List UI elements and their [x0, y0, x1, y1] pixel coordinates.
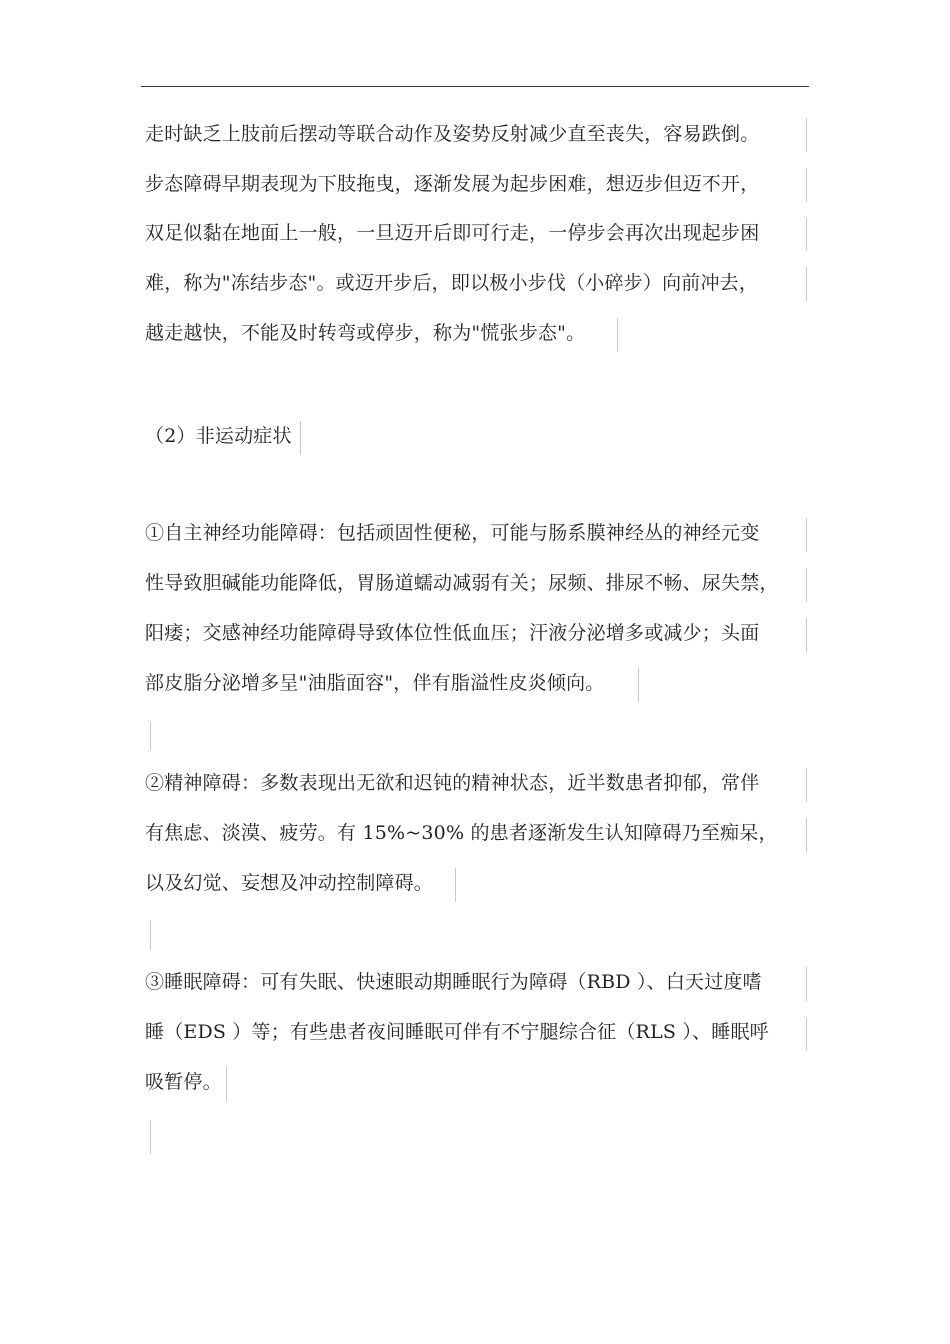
text-box-edge	[806, 967, 807, 1001]
paragraph-line: ①自主神经功能障碍：包括顽固性便秘，可能与肠系膜神经丛的神经元变	[145, 522, 760, 544]
text-box-edge	[300, 421, 301, 455]
text-box-edge	[806, 568, 807, 602]
paragraph-line: ②精神障碍：多数表现出无欲和迟钝的精神状态，近半数患者抑郁，常伴	[145, 772, 760, 794]
paragraph-line: 难，称为"冻结步态"。或迈开步后，即以极小步伐（小碎步）向前冲去，	[145, 272, 759, 294]
paragraph-line: 部皮脂分泌增多呈"油脂面容"，伴有脂溢性皮炎倾向。	[145, 672, 605, 694]
text-box-edge	[806, 1017, 807, 1051]
header-rule	[141, 86, 809, 87]
text-box-edge	[806, 217, 807, 251]
paragraph-line: 步态障碍早期表现为下肢拖曳，逐渐发展为起步困难，想迈步但迈不开，	[145, 173, 760, 195]
paragraph-line: ③睡眠障碍：可有失眠、快速眼动期睡眠行为障碍（RBD ）、白天过度嗜	[145, 971, 762, 993]
text-box-edge	[806, 818, 807, 852]
text-box-edge	[226, 1067, 227, 1101]
text-box-edge	[806, 118, 807, 152]
paragraph-line: 吸暂停。	[145, 1071, 222, 1093]
paragraph-line: 阳痿；交感神经功能障碍导致体位性低血压；汗液分泌增多或减少；头面	[145, 622, 760, 644]
paragraph-mark	[150, 1120, 151, 1154]
paragraph-line: 性导致胆碱能功能降低，胃肠道蠕动减弱有关；尿频、排尿不畅、尿失禁，	[145, 572, 779, 594]
text-box-edge	[806, 618, 807, 652]
text-box-edge	[455, 868, 456, 902]
paragraph-mark	[150, 721, 151, 751]
paragraph-mark	[150, 920, 151, 950]
section-heading: （2）非运动症状	[145, 425, 292, 447]
paragraph-line: 双足似黏在地面上一般，一旦迈开后即可行走，一停步会再次出现起步困	[145, 222, 760, 244]
text-box-edge	[806, 768, 807, 802]
text-box-edge	[806, 168, 807, 202]
text-box-edge	[806, 518, 807, 552]
text-box-edge	[806, 267, 807, 301]
paragraph-line: 有焦虑、淡漠、疲劳。有 15%~30% 的患者逐渐发生认知障碍乃至痴呆，	[145, 822, 778, 844]
paragraph-line: 以及幻觉、妄想及冲动控制障碍。	[145, 872, 434, 894]
text-box-edge	[617, 318, 618, 352]
paragraph-line: 睡（EDS ）等；有些患者夜间睡眠可伴有不宁腿综合征（RLS ）、睡眠呼	[145, 1021, 769, 1043]
paragraph-line: 走时缺乏上肢前后摆动等联合动作及姿势反射减少直至丧失，容易跌倒。	[145, 123, 760, 145]
text-box-edge	[638, 668, 639, 702]
paragraph-line: 越走越快，不能及时转弯或停步，称为"慌张步态"。	[145, 322, 586, 344]
